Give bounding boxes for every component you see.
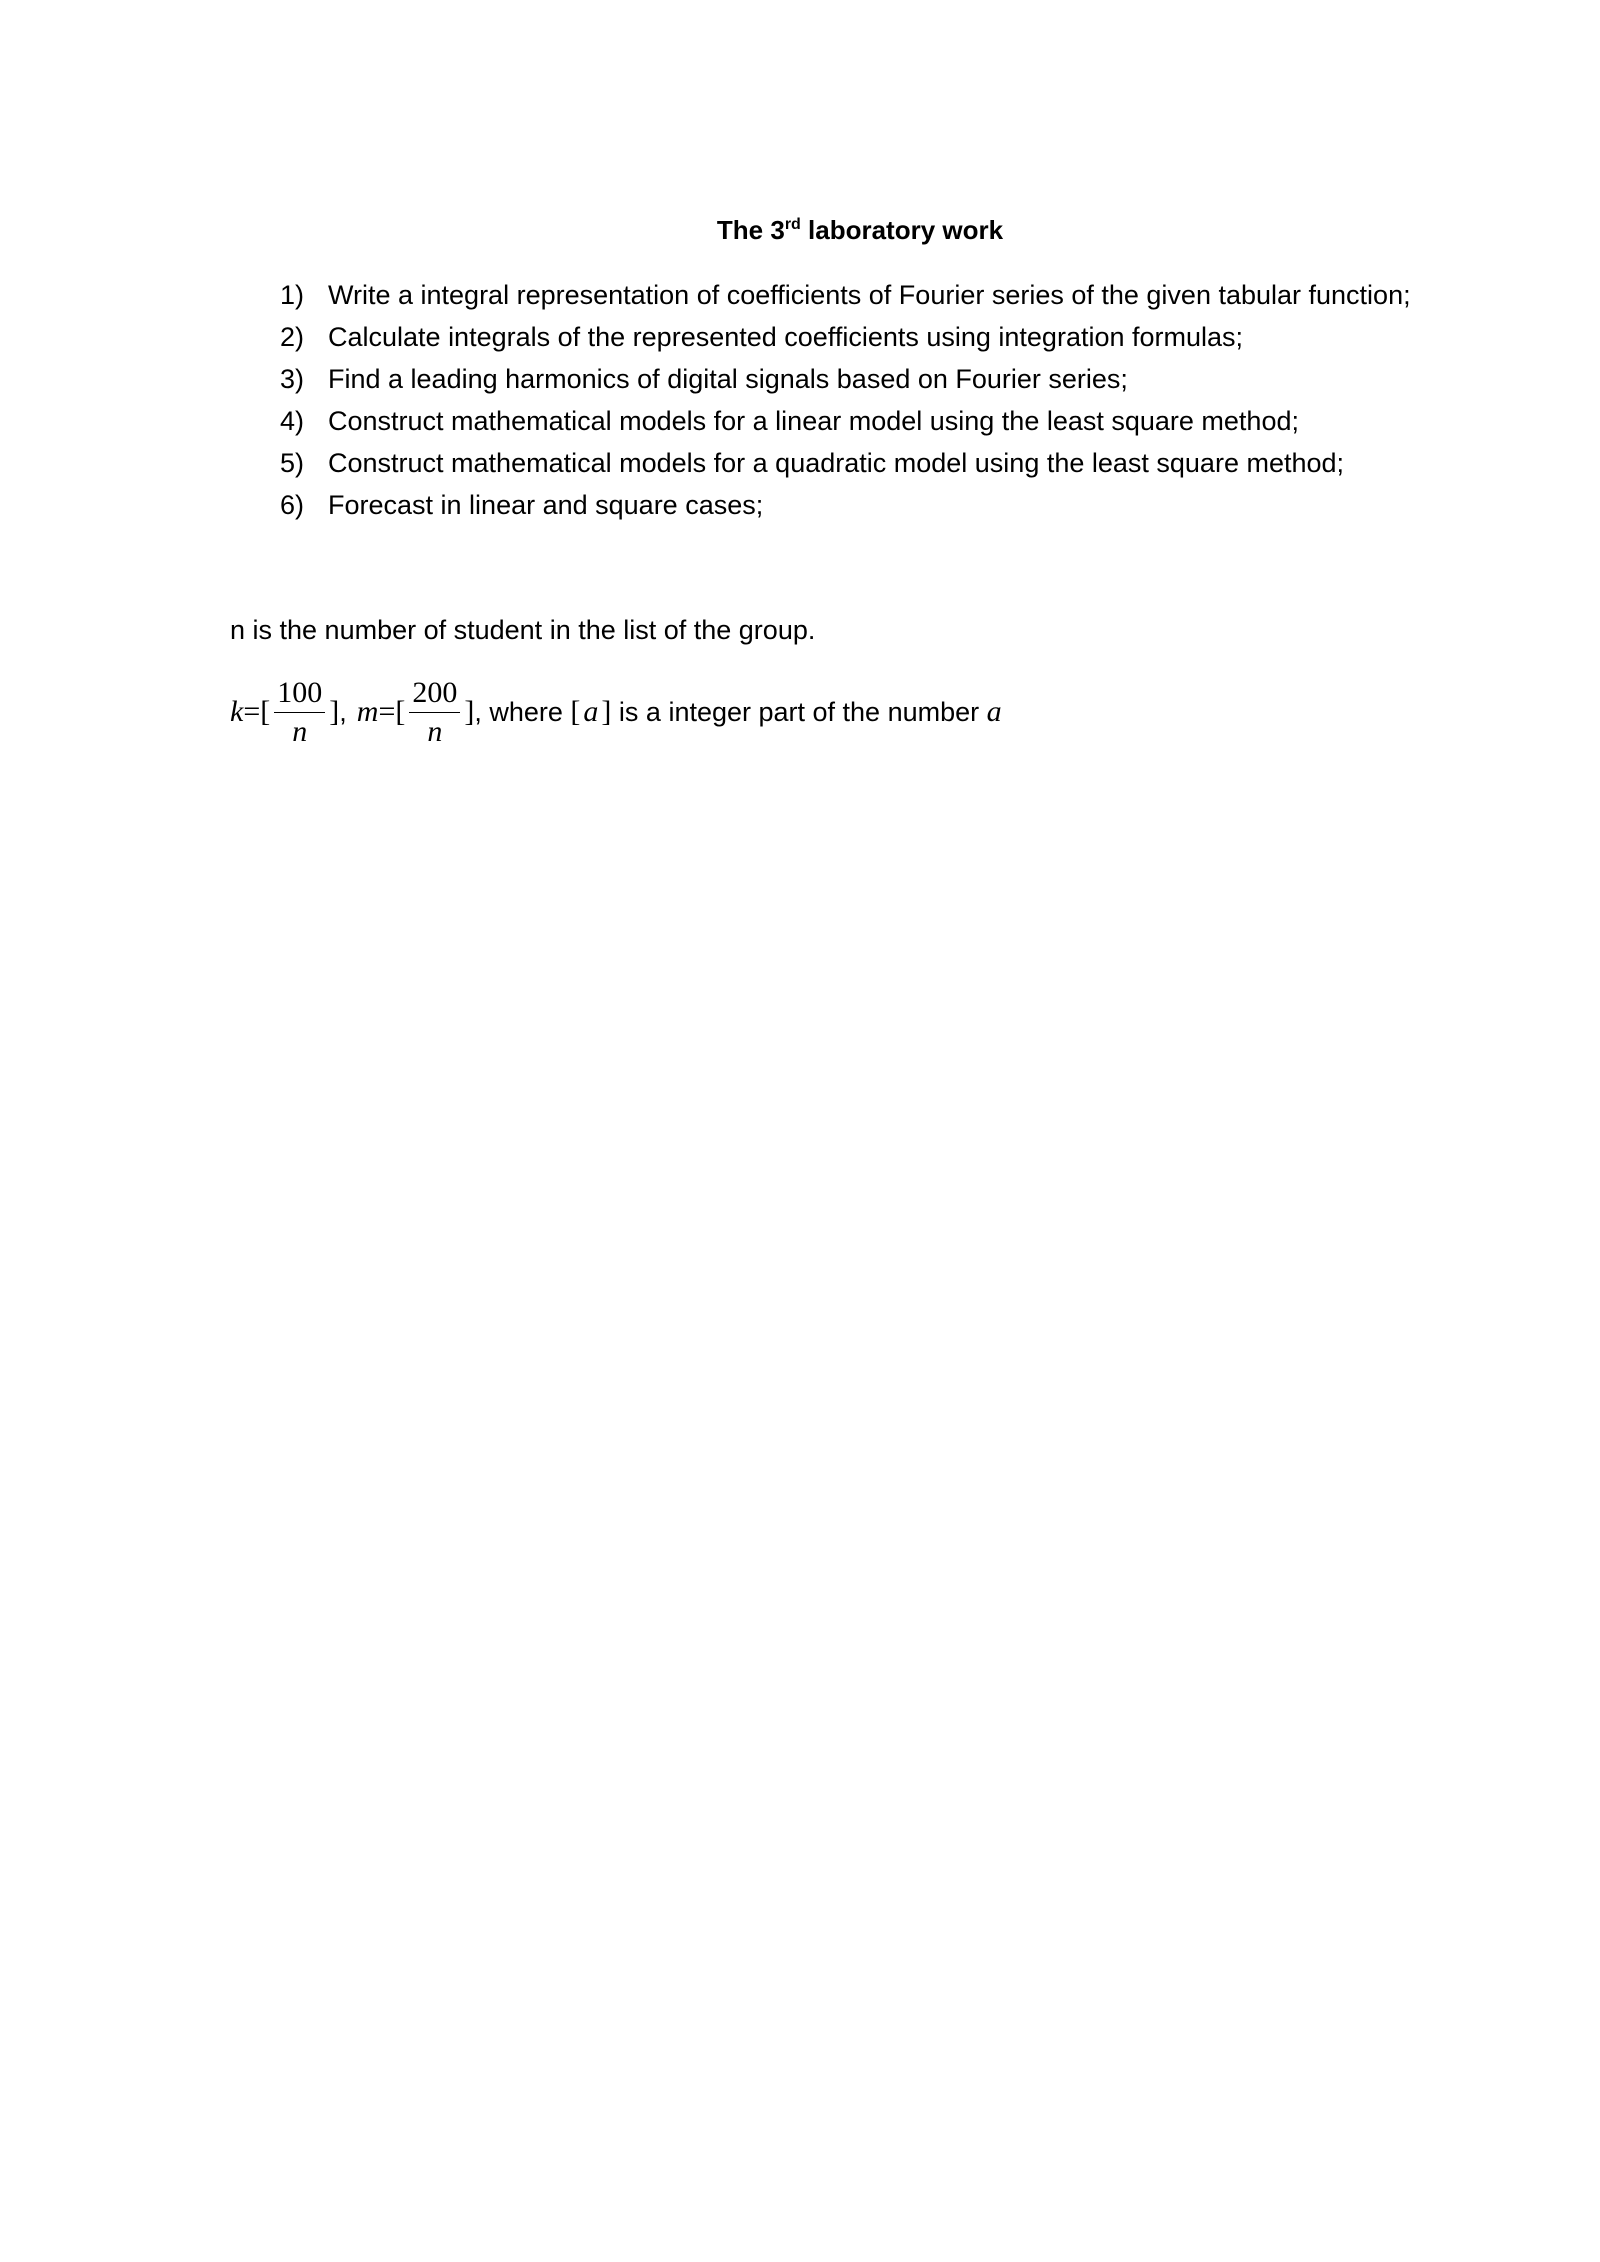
task-text: Construct mathematical models for a linear model using the least square method; (328, 406, 1299, 436)
formula-separator: , (474, 696, 482, 727)
fraction-numerator: 200 (409, 676, 460, 713)
task-number: 1) (280, 280, 305, 310)
task-item-5 (280, 442, 1411, 484)
task-text: Write a integral representation of coefficients of Fourier series of the given tabular function; (328, 280, 1411, 310)
title-prefix: The 3 (716, 215, 785, 245)
formula-line (230, 672, 1002, 752)
formula-definition-text: is a integer part of the number (611, 696, 987, 727)
formula-k-variable: k (230, 695, 244, 728)
fraction-numerator: 100 (274, 676, 325, 713)
task-list (280, 274, 1411, 526)
formula-close-bracket: ] (329, 695, 340, 728)
task-item-3 (280, 358, 1411, 400)
formula-m-variable: m (356, 695, 379, 728)
formula-close-bracket: ] (601, 695, 612, 728)
formula-m-fraction (409, 676, 460, 749)
formula-where-text: where (481, 696, 571, 727)
formula-open-bracket: [ (260, 695, 271, 728)
formula-equals: = (378, 695, 396, 728)
title-suffix: laboratory work (800, 215, 1004, 245)
page-title (0, 214, 1600, 246)
formula-a-variable: a (986, 695, 1002, 728)
task-text: Construct mathematical models for a quadratic model using the least square method; (328, 448, 1345, 478)
task-item-6 (280, 484, 1411, 526)
title-superscript: rd (784, 216, 801, 233)
task-number: 5) (280, 448, 305, 478)
task-number: 4) (280, 406, 305, 436)
formula-k-fraction (274, 676, 325, 749)
task-item-2 (280, 316, 1411, 358)
task-number: 3) (280, 364, 305, 394)
formula-close-bracket: ] (464, 695, 475, 728)
task-text: Calculate integrals of the represented coefficients using integration formulas; (328, 322, 1244, 352)
task-number: 6) (280, 490, 305, 520)
formula-open-bracket: [ (570, 695, 581, 728)
task-number: 2) (280, 322, 305, 352)
fraction-denominator: n (427, 714, 443, 748)
formula-equals: = (243, 695, 261, 728)
task-item-1 (280, 274, 1411, 316)
formula-a-variable: a (583, 695, 599, 728)
fraction-denominator: n (292, 714, 308, 748)
formula-separator: , (339, 696, 347, 727)
student-number-note: n is the number of student in the list of the group. (230, 615, 816, 645)
task-text: Forecast in linear and square cases; (328, 490, 764, 520)
task-item-4 (280, 400, 1411, 442)
task-text: Find a leading harmonics of digital signals based on Fourier series; (328, 364, 1128, 394)
formula-open-bracket: [ (395, 695, 406, 728)
